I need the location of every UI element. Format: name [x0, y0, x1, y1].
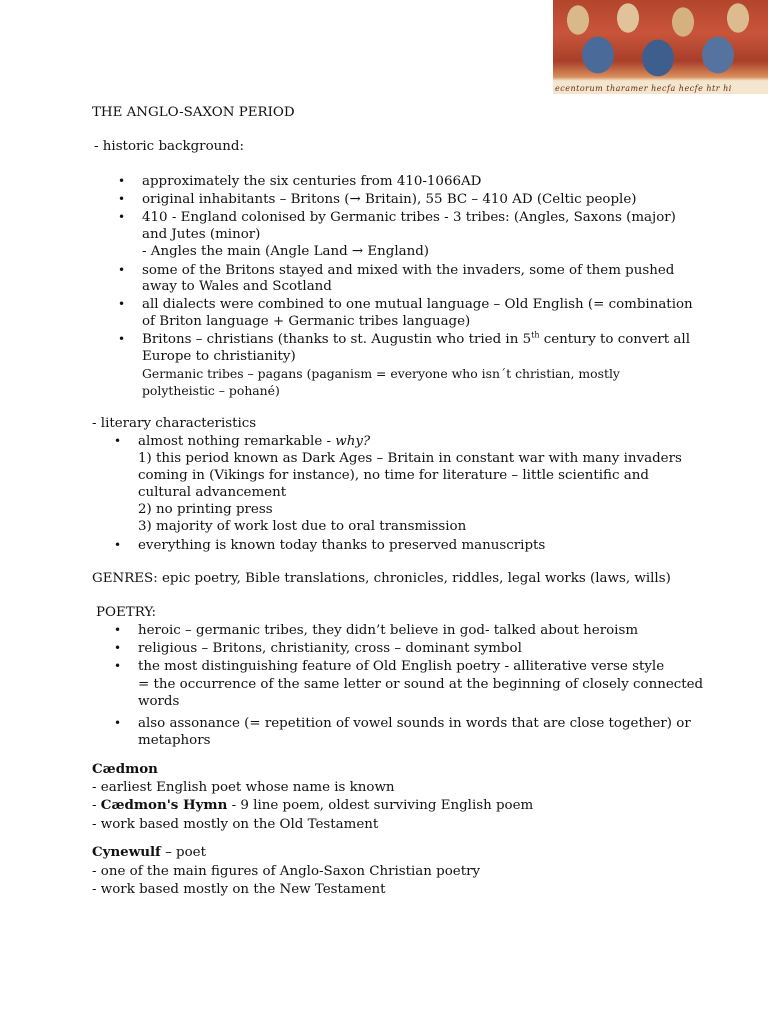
literary-item-1-text: almost nothing remarkable - [138, 434, 336, 449]
bullet-icon: • [118, 332, 126, 346]
literary-reason-line-5: 3) majority of work lost due to oral transmission [138, 519, 467, 534]
literary-reason-line-3: cultural advancement [138, 485, 287, 500]
literary-heading: - literary characteristics [92, 416, 257, 431]
poetry-item-1: heroic – germanic tribes, they didn’t believe in god- talked about heroism [138, 623, 639, 638]
poetry-item-2: religious – Britons, christianity, cross – dominant symbol [138, 641, 522, 656]
bullet-icon: • [118, 174, 126, 188]
bullet-icon: • [114, 434, 122, 448]
historic-item-4-line-2: away to Wales and Scotland [142, 279, 332, 294]
bullet-icon: • [118, 297, 126, 311]
bullet-icon: • [114, 716, 122, 730]
caedmon-dash: - [92, 798, 101, 813]
literary-item-1 [138, 433, 370, 450]
historic-item-6-text-b: century to convert all [539, 332, 690, 347]
caedmon-line-2 [92, 797, 533, 814]
historic-item-6-line-3-text: Germanic tribes – pagans (paganism = everyone who isn´t christian, mostly [142, 366, 620, 381]
historic-item-3-line-2: and Jutes (minor) [142, 227, 261, 242]
caedmon-hymn-desc: - 9 line poem, oldest surviving English poem [227, 798, 534, 813]
caedmon-heading: Cædmon [92, 761, 158, 777]
poetry-item-3-line-1: the most distinguishing feature of Old English poetry - alliterative verse style [138, 659, 665, 674]
cynewulf-name: Cynewulf [92, 844, 161, 860]
bullet-icon: • [118, 210, 126, 224]
poetry-item-3-line-2: = the occurrence of the same letter or sound at the beginning of closely connected [138, 677, 704, 692]
historic-item-5-line-2: of Briton language + Germanic tribes language) [142, 314, 471, 329]
historic-item-6-line-2: Europe to christianity) [142, 349, 296, 364]
bullet-icon: • [114, 538, 122, 552]
historic-item-5-line-1: all dialects were combined to one mutual language – Old English (= combination [142, 297, 693, 312]
cynewulf-line-1: - one of the main figures of Anglo-Saxon Christian poetry [92, 864, 481, 879]
bullet-icon: • [118, 192, 126, 206]
historic-item-6-line-4: polytheistic – pohané) [142, 383, 280, 398]
cynewulf-heading [92, 844, 206, 861]
cynewulf-role: – poet [160, 845, 206, 860]
genres-line: GENRES: epic poetry, Bible translations, chronicles, riddles, legal works (laws, wills) [92, 571, 671, 586]
caedmon-hymn-title: Cædmon's Hymn [100, 797, 228, 813]
bullet-icon: • [114, 623, 122, 637]
ordinal-suffix: th [531, 330, 540, 340]
literary-reason-line-2: coming in (Vikings for instance), no time for literature – little scientific and [138, 468, 649, 483]
historic-item-6-line-1 [142, 331, 690, 348]
caedmon-line-1: - earliest English poet whose name is known [92, 780, 395, 795]
manuscript-script: ecentorum tharamer hecfa hecfe htr hi [555, 84, 732, 93]
poetry-item-4-line-2: metaphors [138, 733, 211, 748]
historic-item-2: original inhabitants – Britons (→ Britain), 55 BC – 410 AD (Celtic people) [142, 192, 637, 207]
caedmon-line-3: - work based mostly on the Old Testament [92, 817, 379, 832]
historic-item-3-line-1: 410 - England colonised by Germanic tribes - 3 tribes: (Angles, Saxons (major) [142, 210, 676, 225]
historic-item-3-line-3: - Angles the main (Angle Land → England) [142, 244, 430, 259]
historic-item-4-line-1: some of the Britons stayed and mixed with the invaders, some of them pushed [142, 263, 675, 278]
literary-why: why? [335, 434, 371, 449]
historic-item-1: approximately the six centuries from 410-1066AD [142, 174, 482, 189]
historic-item-6-line-3 [142, 365, 620, 383]
cynewulf-line-2: - work based mostly on the New Testament [92, 882, 386, 897]
poetry-item-4-line-1: also assonance (= repetition of vowel sounds in words that are close together) or [138, 716, 691, 731]
bullet-icon: • [118, 263, 126, 277]
historic-heading: - historic background: [94, 139, 244, 154]
document-title: THE ANGLO-SAXON PERIOD [92, 105, 295, 120]
poetry-heading: POETRY: [96, 605, 157, 620]
manuscript-illustration [553, 0, 768, 94]
literary-reason-line-4: 2) no printing press [138, 502, 273, 517]
literary-reason-line-1: 1) this period known as Dark Ages – Britain in constant war with many invaders [138, 451, 682, 466]
poetry-item-3-line-3: words [138, 694, 180, 709]
literary-item-2: everything is known today thanks to preserved manuscripts [138, 538, 546, 553]
bullet-icon: • [114, 641, 122, 655]
bullet-icon: • [114, 659, 122, 673]
historic-item-6-text-a: Britons – christians (thanks to st. Augustin who tried in 5 [142, 332, 532, 347]
